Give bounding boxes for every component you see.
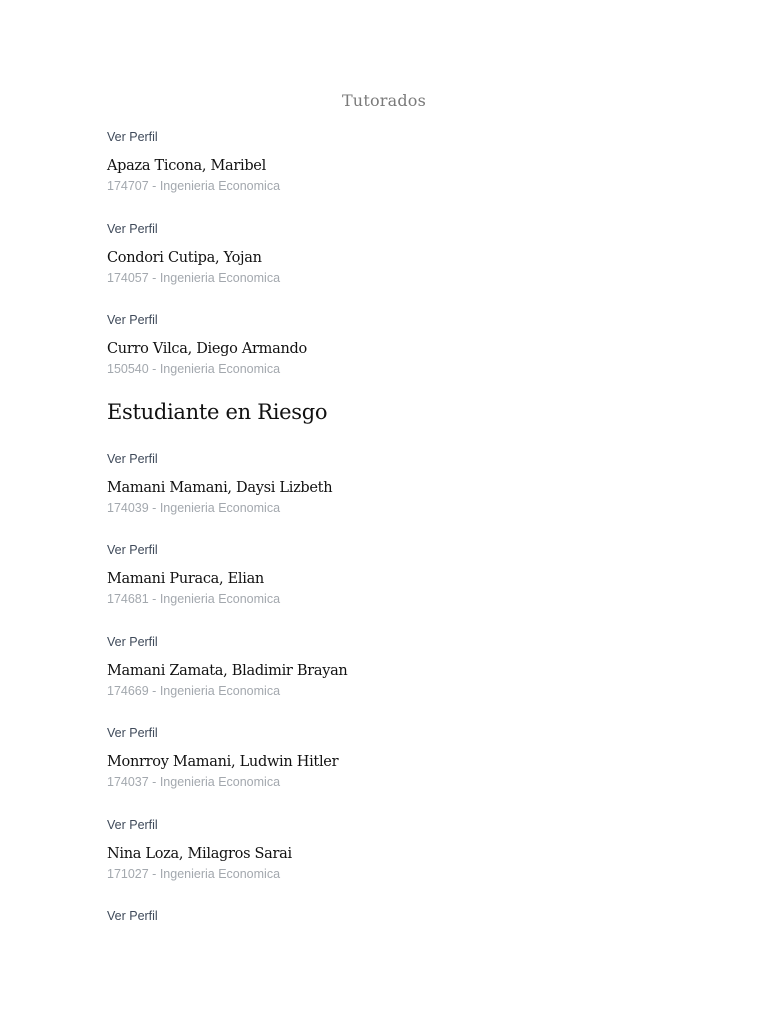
student-code-program: 174037 - Ingenieria Economica	[107, 775, 281, 789]
view-profile-link[interactable]: Ver Perfil	[107, 130, 158, 144]
list-item	[107, 451, 332, 516]
student-name: Mamani Puraca, Elian	[107, 571, 264, 587]
list-item	[107, 908, 158, 924]
section-title-at-risk: Estudiante en Riesgo	[107, 400, 328, 424]
student-name: Condori Cutipa, Yojan	[107, 250, 262, 266]
student-code-program: 174057 - Ingenieria Economica	[107, 271, 281, 285]
list-item	[107, 129, 280, 194]
student-code-program: 174039 - Ingenieria Economica	[107, 501, 281, 515]
student-code-program: 174681 - Ingenieria Economica	[107, 592, 281, 606]
student-code-program: 174669 - Ingenieria Economica	[107, 684, 281, 698]
student-name: Nina Loza, Milagros Sarai	[107, 846, 292, 862]
student-name: Monrroy Mamani, Ludwin Hitler	[107, 754, 339, 770]
student-name: Curro Vilca, Diego Armando	[107, 341, 307, 357]
view-profile-link[interactable]: Ver Perfil	[107, 818, 158, 832]
list-item	[107, 725, 338, 790]
view-profile-link[interactable]: Ver Perfil	[107, 452, 158, 466]
student-code-program: 174707 - Ingenieria Economica	[107, 179, 281, 193]
list-item	[107, 221, 280, 286]
list-item	[107, 817, 292, 882]
view-profile-link[interactable]: Ver Perfil	[107, 543, 158, 557]
view-profile-link[interactable]: Ver Perfil	[107, 313, 158, 327]
list-item	[107, 542, 280, 607]
list-item	[107, 312, 307, 377]
student-name: Mamani Zamata, Bladimir Brayan	[107, 663, 348, 679]
view-profile-link[interactable]: Ver Perfil	[107, 909, 158, 923]
student-code-program: 150540 - Ingenieria Economica	[107, 362, 281, 376]
view-profile-link[interactable]: Ver Perfil	[107, 726, 158, 740]
view-profile-link[interactable]: Ver Perfil	[107, 222, 158, 236]
student-code-program: 171027 - Ingenieria Economica	[107, 867, 281, 881]
list-item	[107, 634, 347, 699]
student-name: Mamani Mamani, Daysi Lizbeth	[107, 480, 333, 496]
page-title: Tutorados	[341, 91, 427, 110]
student-name: Apaza Ticona, Maribel	[107, 158, 266, 174]
view-profile-link[interactable]: Ver Perfil	[107, 635, 158, 649]
